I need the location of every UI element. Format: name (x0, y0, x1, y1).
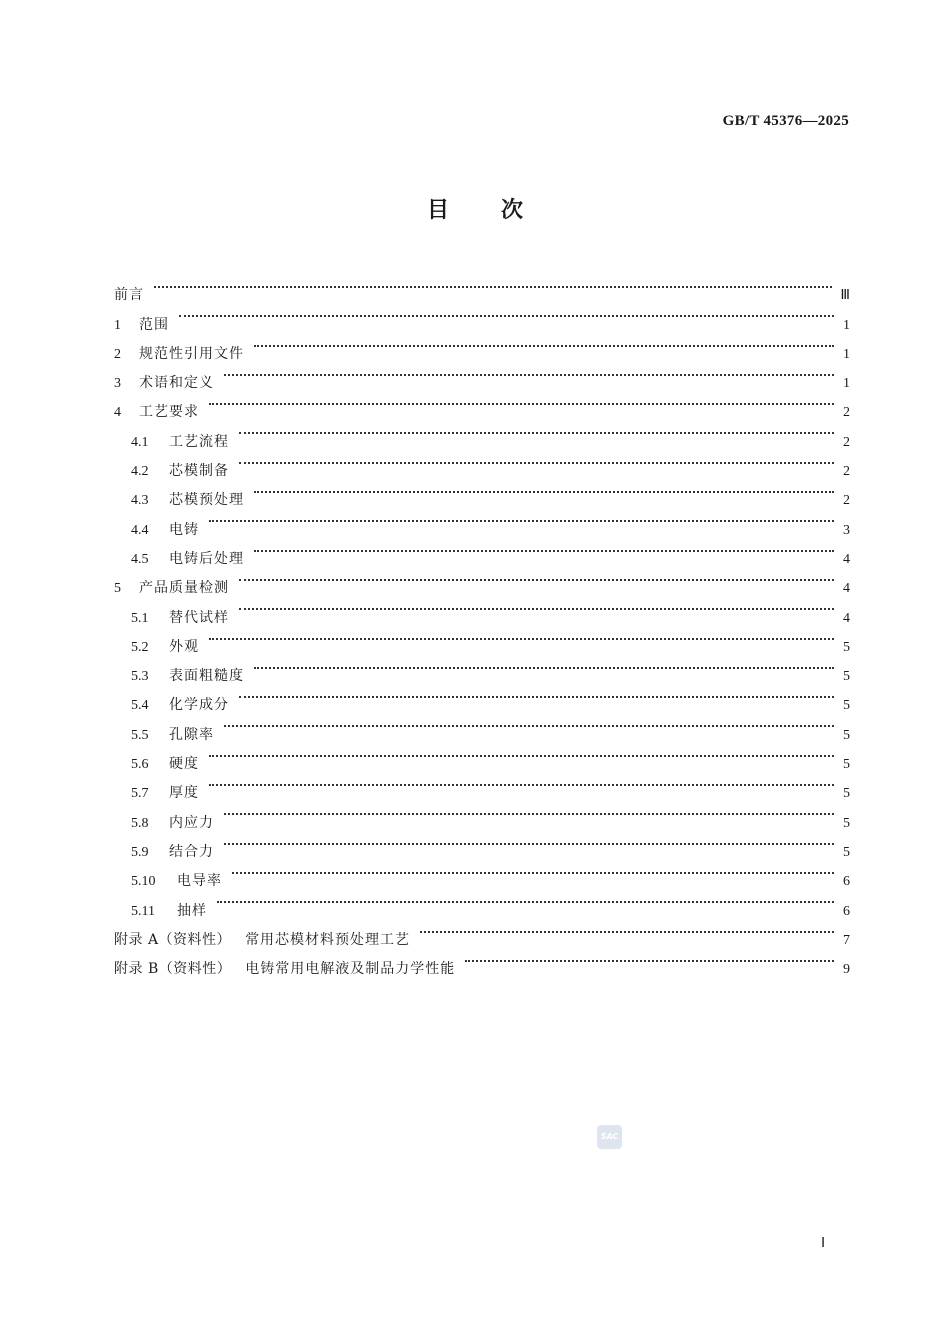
toc-entry[interactable] (114, 651, 850, 685)
dot-leader (224, 797, 834, 826)
toc-entry-page: 2 (843, 493, 850, 509)
toc-entry-number: 4.3 (131, 493, 149, 509)
dot-leader (224, 358, 834, 387)
toc-entry-page: 4 (843, 551, 850, 567)
dot-leader (209, 739, 834, 768)
dot-leader (209, 768, 834, 797)
toc-entry-label: 电铸常用电解液及制品力学性能 (245, 961, 456, 978)
toc-entry-label: 常用芯模材料预处理工艺 (245, 931, 411, 948)
toc-entry[interactable] (114, 622, 850, 655)
toc-entry-page: 5 (843, 669, 850, 685)
toc-entry-number: 4.2 (131, 464, 149, 480)
dot-leader (254, 475, 834, 504)
dot-leader (239, 446, 834, 475)
toc-entry-page: 4 (843, 610, 850, 626)
dot-leader (154, 270, 832, 299)
toc-entry-label: 范围 (139, 316, 169, 333)
toc-entry[interactable] (114, 856, 850, 890)
toc-entry-label: 厚度 (169, 785, 199, 802)
toc-entry-number: 4.5 (131, 551, 149, 567)
toc-entry-label: 抽样 (177, 902, 207, 919)
toc-entry-number: 5.8 (131, 815, 149, 831)
annex-prefix: 附录 B（资料性） (114, 961, 232, 978)
toc-entry-number: 5.1 (131, 610, 149, 626)
toc-entry-page: 5 (843, 757, 850, 773)
toc-entry-label: 产品质量检测 (139, 580, 229, 597)
toc-entry-page: 5 (843, 786, 850, 802)
toc-entry-page: 1 (843, 317, 850, 333)
toc-entry-page: Ⅲ (840, 288, 850, 304)
toc-entry-page: 4 (843, 581, 850, 597)
dot-leader (254, 651, 834, 680)
toc-entry-page: 3 (843, 522, 850, 538)
toc-entry-page: 1 (843, 376, 850, 392)
dot-leader (465, 944, 834, 973)
toc-entry[interactable] (114, 739, 850, 773)
dot-leader (217, 885, 834, 914)
page-title (0, 193, 950, 224)
toc-entry-number: 5.7 (131, 786, 149, 802)
toc-entry-label: 表面粗糙度 (169, 668, 244, 685)
toc-entry-label: 工艺流程 (169, 433, 229, 450)
toc-entry-page: 9 (843, 962, 850, 978)
dot-leader (239, 416, 834, 445)
toc-entry-page: 2 (843, 464, 850, 480)
toc-entry[interactable] (114, 416, 850, 450)
toc-entry-label: 硬度 (169, 756, 199, 773)
dot-leader (232, 856, 834, 885)
toc-entry[interactable] (114, 358, 850, 392)
toc-entry-label: 内应力 (169, 814, 214, 831)
toc-entry-label: 工艺要求 (139, 404, 199, 421)
toc-entry-label: 芯模制备 (169, 463, 229, 480)
dot-leader (420, 915, 834, 944)
toc-entry-number: 5.4 (131, 698, 149, 714)
toc-entry-label: 前言 (114, 287, 144, 304)
toc-entry[interactable] (114, 299, 850, 333)
toc-entry-page: 5 (843, 844, 850, 860)
table-of-contents (114, 270, 850, 978)
toc-entry-page: 7 (843, 932, 850, 948)
toc-entry-label: 规范性引用文件 (139, 345, 244, 362)
toc-entry-number: 5.5 (131, 727, 149, 743)
toc-entry-label: 芯模预处理 (169, 492, 244, 509)
toc-entry[interactable] (114, 387, 850, 421)
toc-entry[interactable] (114, 827, 850, 860)
toc-entry[interactable] (114, 885, 850, 919)
toc-entry-number: 5.9 (131, 844, 149, 860)
toc-entry-label: 孔隙率 (169, 726, 214, 743)
toc-entry-number: 2 (114, 346, 121, 362)
dot-leader (209, 387, 834, 416)
toc-entry-number: 4 (114, 405, 121, 421)
toc-entry-label: 结合力 (169, 843, 214, 860)
sac-watermark-logo: SAC (597, 1125, 622, 1149)
toc-entry-number: 3 (114, 376, 121, 392)
page-title-char-2: 次 (501, 198, 524, 223)
toc-entry-number: 5.6 (131, 757, 149, 773)
toc-entry-label: 外观 (169, 638, 199, 655)
toc-entry-page: 6 (843, 874, 850, 890)
dot-leader (239, 592, 834, 621)
toc-entry[interactable] (114, 534, 850, 567)
dot-leader (254, 329, 834, 358)
dot-leader (209, 504, 834, 533)
toc-entry-label: 替代试样 (169, 609, 229, 626)
toc-entry[interactable] (114, 504, 850, 538)
toc-entry[interactable] (114, 270, 850, 304)
toc-entry-number: 5.2 (131, 639, 149, 655)
toc-entry-page: 1 (843, 346, 850, 362)
toc-entry-number: 5.10 (131, 874, 156, 890)
toc-entry-page: 5 (843, 727, 850, 743)
dot-leader (254, 534, 834, 563)
toc-entry-page: 6 (843, 903, 850, 919)
dot-leader (239, 563, 834, 592)
toc-entry[interactable] (114, 709, 850, 743)
dot-leader (239, 680, 834, 709)
standard-code: GB/T 45376—2025 (722, 113, 849, 129)
dot-leader (179, 299, 834, 328)
toc-entry[interactable] (114, 797, 850, 831)
toc-entry-label: 化学成分 (169, 697, 229, 714)
toc-entry-label: 电铸 (169, 521, 199, 538)
toc-entry-page: 5 (843, 815, 850, 831)
toc-entry[interactable] (114, 329, 850, 362)
toc-entry-annex[interactable] (114, 915, 850, 948)
toc-entry-number: 4.1 (131, 434, 149, 450)
toc-entry[interactable] (114, 768, 850, 802)
toc-entry-number: 1 (114, 317, 121, 333)
toc-entry-page: 2 (843, 405, 850, 421)
toc-entry-number: 5 (114, 581, 121, 597)
toc-entry-page: 2 (843, 434, 850, 450)
toc-entry-label: 电铸后处理 (169, 550, 244, 567)
toc-entry-page: 5 (843, 698, 850, 714)
dot-leader (209, 622, 834, 651)
dot-leader (224, 709, 834, 738)
toc-entry-label: 术语和定义 (139, 375, 214, 392)
annex-prefix: 附录 A（资料性） (114, 931, 232, 948)
toc-entry-page: 5 (843, 639, 850, 655)
page-title-char-1: 目 (426, 198, 449, 223)
toc-entry-number: 5.11 (131, 903, 155, 919)
toc-entry-number: 5.3 (131, 669, 149, 685)
page-number: Ⅰ (821, 1236, 826, 1251)
toc-entry-label: 电导率 (177, 873, 222, 890)
dot-leader (224, 827, 834, 856)
toc-entry-number: 4.4 (131, 522, 149, 538)
